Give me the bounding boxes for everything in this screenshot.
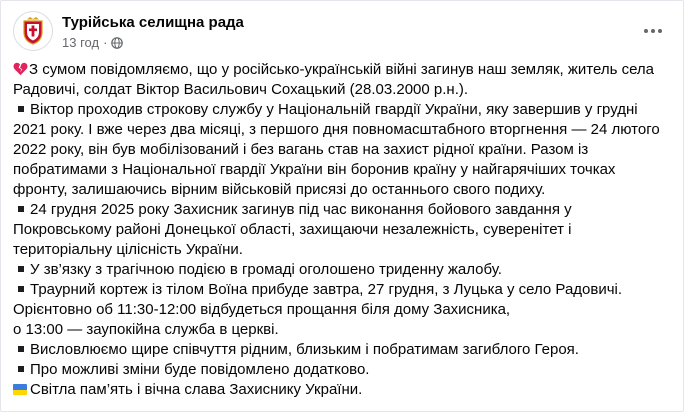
coat-of-arms-icon: [14, 12, 52, 50]
broken-heart-icon: [13, 62, 28, 76]
more-options-button[interactable]: [637, 15, 669, 47]
more-options-icon: [644, 29, 648, 33]
bullet-square-icon: [18, 346, 24, 352]
paragraph-text: Висловлюємо щире співчуття рідним, близьким і побратимам загиблого Героя.: [30, 341, 579, 358]
post-paragraph: [13, 340, 673, 360]
post-subline: [62, 34, 244, 51]
post-paragraph: [13, 100, 673, 200]
paragraph-text: Віктор проходив строкову службу у Національній гвардії України, яку завершив у грудні 2021 року. І вже через два місяці, з першого дня повномасштабного вторгнення — 24 лютого 2022 року, він був мобілізований і без вагань став на захист рідної країни. Разом із побратимами з Національної гвардії України він боронив країну у найгарячіших точках фронту, залишаючись вірним військовій присязі до останнього свого подиху.: [13, 101, 660, 198]
paragraph-text: Орієнтовно об 11:30-12:00 відбудеться прощання біля дому Захисника,: [13, 301, 511, 318]
post-paragraph: [13, 360, 673, 380]
bullet-square-icon: [18, 266, 24, 272]
ukraine-flag-icon: [13, 384, 27, 395]
post-paragraph: [13, 300, 673, 320]
bullet-square-icon: [18, 286, 24, 292]
page-name-link[interactable]: Турійська селищна рада: [62, 14, 244, 31]
separator-dot: ·: [103, 35, 108, 50]
page-avatar[interactable]: [13, 11, 53, 51]
paragraph-text: Про можливі зміни буде повідомлено додатково.: [30, 361, 370, 378]
bullet-square-icon: [18, 206, 24, 212]
more-options-icon: [658, 29, 662, 33]
paragraph-text: Світла пам’ять і вічна слава Захиснику України.: [30, 381, 363, 398]
post-paragraph: [13, 320, 673, 340]
post-paragraph: [13, 380, 673, 400]
paragraph-text: о 13:00 — заупокійна служба в церкві.: [13, 321, 279, 338]
post-paragraph: [13, 260, 673, 280]
more-options-icon: [651, 29, 655, 33]
paragraph-text: 24 грудня 2025 року Захисник загинув під час виконання бойового завдання у Покровському районі Донецької області, захищаючи незалежність, суверенітет і територіальну цілісність України.: [13, 201, 572, 258]
post-paragraph: [13, 60, 673, 100]
post-text: [13, 60, 673, 400]
bullet-square-icon: [18, 366, 24, 372]
paragraph-text: Траурний кортеж із тілом Воїна прибуде завтра, 27 грудня, з Луцька у село Радовичі.: [30, 281, 623, 298]
globe-icon[interactable]: [111, 37, 123, 49]
bullet-square-icon: [18, 106, 24, 112]
post-timestamp[interactable]: 13 год: [62, 35, 100, 50]
paragraph-text: У зв’язку з трагічною подією в громаді оголошено триденну жалобу.: [30, 261, 502, 278]
post-header: [13, 11, 244, 53]
post-paragraph: [13, 280, 673, 300]
post-paragraph: [13, 200, 673, 260]
paragraph-text: З сумом повідомляємо, що у російсько-українській війні загинув наш земляк, житель села Радовичі, солдат Віктор Васильович Сохацький (28.03.2000 р.н.).: [13, 61, 655, 98]
post-meta: [62, 11, 244, 51]
